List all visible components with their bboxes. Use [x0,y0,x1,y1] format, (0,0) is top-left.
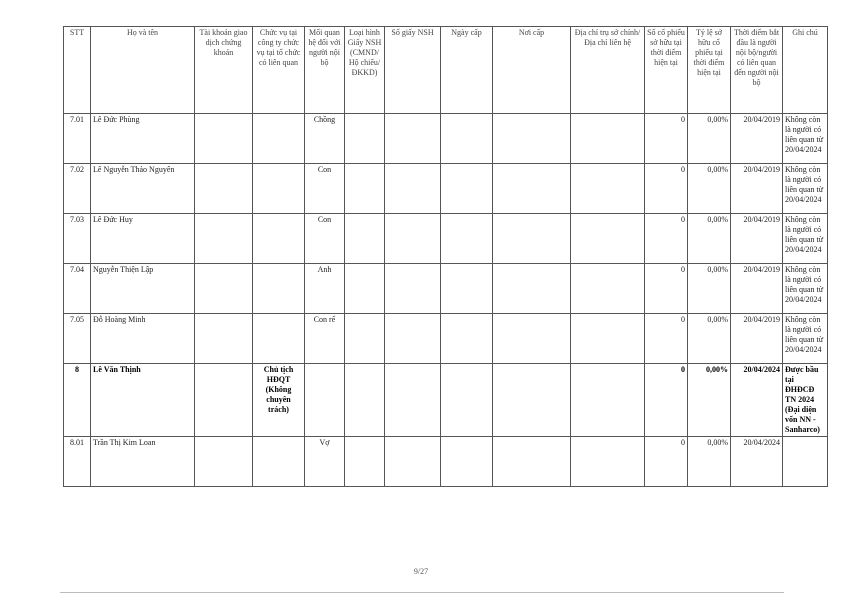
header-row [64,27,828,114]
cell-id-type [345,314,385,364]
cell-address [571,114,645,164]
cell-issue-date [441,214,493,264]
cell-relation [305,364,345,437]
header-start-date: Thời điểm bắt đầu là người nội bộ/người có liên quan đến người nội bộ [731,27,783,114]
cell-relation: Con rể [305,314,345,364]
cell-start-date: 20/04/2024 [731,364,783,437]
table-row [64,437,828,487]
cell-id-type [345,437,385,487]
cell-name: Nguyễn Thiện Lập [91,264,195,314]
cell-position [253,164,305,214]
header-ratio: Tỷ lệ sở hữu cổ phiếu tại thời điểm hiện tại [688,27,731,114]
cell-id-no [385,437,441,487]
cell-note: Không còn là người có liên quan từ 20/04/2024 [783,114,828,164]
cell-shares: 0 [645,314,688,364]
cell-position [253,264,305,314]
cell-id-no [385,364,441,437]
cell-id-no [385,314,441,364]
cell-ratio: 0,00% [688,114,731,164]
cell-issue-place [493,314,571,364]
table-row [64,164,828,214]
cell-account [195,114,253,164]
cell-account [195,164,253,214]
cell-note: Được bầu tại ĐHĐCĐ TN 2024 (Đại diện vốn NN - Sanharco) [783,364,828,437]
insider-table [63,26,828,487]
cell-relation: Chồng [305,114,345,164]
cell-address [571,437,645,487]
cell-ratio: 0,00% [688,314,731,364]
cell-id-type [345,164,385,214]
cell-note: Không còn là người có liên quan từ 20/04/2024 [783,264,828,314]
cell-position [253,314,305,364]
header-id-type: Loại hình Giấy NSH (CMND/ Hộ chiếu/ ĐKKD) [345,27,385,114]
cell-ratio: 0,00% [688,214,731,264]
header-issue-date: Ngày cấp [441,27,493,114]
cell-issue-date [441,114,493,164]
cell-shares: 0 [645,364,688,437]
cell-name: Lê Văn Thịnh [91,364,195,437]
cell-stt: 7.04 [64,264,91,314]
table-row [64,314,828,364]
cell-account [195,264,253,314]
cell-stt: 8 [64,364,91,437]
cell-note: Không còn là người có liên quan từ 20/04/2024 [783,314,828,364]
cell-position [253,114,305,164]
cell-name: Trần Thị Kim Loan [91,437,195,487]
cell-ratio: 0,00% [688,264,731,314]
cell-issue-place [493,214,571,264]
table-row [64,114,828,164]
cell-issue-date [441,164,493,214]
cell-stt: 7.02 [64,164,91,214]
bottom-divider [60,592,784,593]
header-issue-place: Nơi cấp [493,27,571,114]
cell-relation: Vợ [305,437,345,487]
cell-account [195,437,253,487]
cell-start-date: 20/04/2019 [731,114,783,164]
header-id-no: Số giấy NSH [385,27,441,114]
cell-shares: 0 [645,114,688,164]
cell-issue-place [493,164,571,214]
header-position: Chức vụ tại công ty chức vụ tại tổ chức có liên quan [253,27,305,114]
header-shares: Số cổ phiếu sở hữu tại thời điểm hiện tại [645,27,688,114]
cell-relation: Anh [305,264,345,314]
cell-stt: 7.03 [64,214,91,264]
cell-shares: 0 [645,164,688,214]
header-relation: Mối quan hệ đối với người nội bộ [305,27,345,114]
cell-issue-place [493,264,571,314]
cell-name: Lê Nguyễn Thảo Nguyên [91,164,195,214]
cell-issue-date [441,364,493,437]
header-address: Địa chỉ trụ sở chính/ Địa chỉ liên hệ [571,27,645,114]
cell-address [571,264,645,314]
cell-ratio: 0,00% [688,364,731,437]
cell-stt: 7.05 [64,314,91,364]
cell-start-date: 20/04/2019 [731,314,783,364]
cell-shares: 0 [645,437,688,487]
header-account: Tài khoản giao dịch chứng khoán [195,27,253,114]
cell-issue-date [441,314,493,364]
table-row [64,364,828,437]
cell-id-type [345,364,385,437]
cell-issue-date [441,437,493,487]
cell-name: Lê Đức Huy [91,214,195,264]
cell-issue-place [493,364,571,437]
cell-ratio: 0,00% [688,164,731,214]
cell-start-date: 20/04/2024 [731,437,783,487]
cell-address [571,314,645,364]
cell-id-no [385,214,441,264]
cell-name: Đỗ Hoàng Minh [91,314,195,364]
cell-account [195,364,253,437]
cell-issue-date [441,264,493,314]
cell-id-no [385,264,441,314]
cell-id-type [345,214,385,264]
cell-account [195,214,253,264]
cell-start-date: 20/04/2019 [731,214,783,264]
cell-stt: 8.01 [64,437,91,487]
cell-name: Lê Đức Phùng [91,114,195,164]
cell-note: Không còn là người có liên quan từ 20/04/2024 [783,164,828,214]
cell-note [783,437,828,487]
cell-position: Chủ tịch HĐQT (Không chuyên trách) [253,364,305,437]
table-row [64,214,828,264]
header-name: Họ và tên [91,27,195,114]
cell-issue-place [493,437,571,487]
cell-address [571,164,645,214]
cell-address [571,214,645,264]
cell-start-date: 20/04/2019 [731,264,783,314]
cell-ratio: 0,00% [688,437,731,487]
cell-id-no [385,164,441,214]
cell-position [253,437,305,487]
cell-issue-place [493,114,571,164]
table-row [64,264,828,314]
cell-id-no [385,114,441,164]
cell-note: Không còn là người có liên quan từ 20/04/2024 [783,214,828,264]
cell-stt: 7.01 [64,114,91,164]
page-number: 9/27 [413,567,429,576]
cell-account [195,314,253,364]
cell-position [253,214,305,264]
cell-address [571,364,645,437]
header-stt: STT [64,27,91,114]
cell-shares: 0 [645,214,688,264]
cell-id-type [345,114,385,164]
cell-relation: Con [305,214,345,264]
cell-id-type [345,264,385,314]
cell-shares: 0 [645,264,688,314]
cell-relation: Con [305,164,345,214]
header-note: Ghi chú [783,27,828,114]
cell-start-date: 20/04/2019 [731,164,783,214]
